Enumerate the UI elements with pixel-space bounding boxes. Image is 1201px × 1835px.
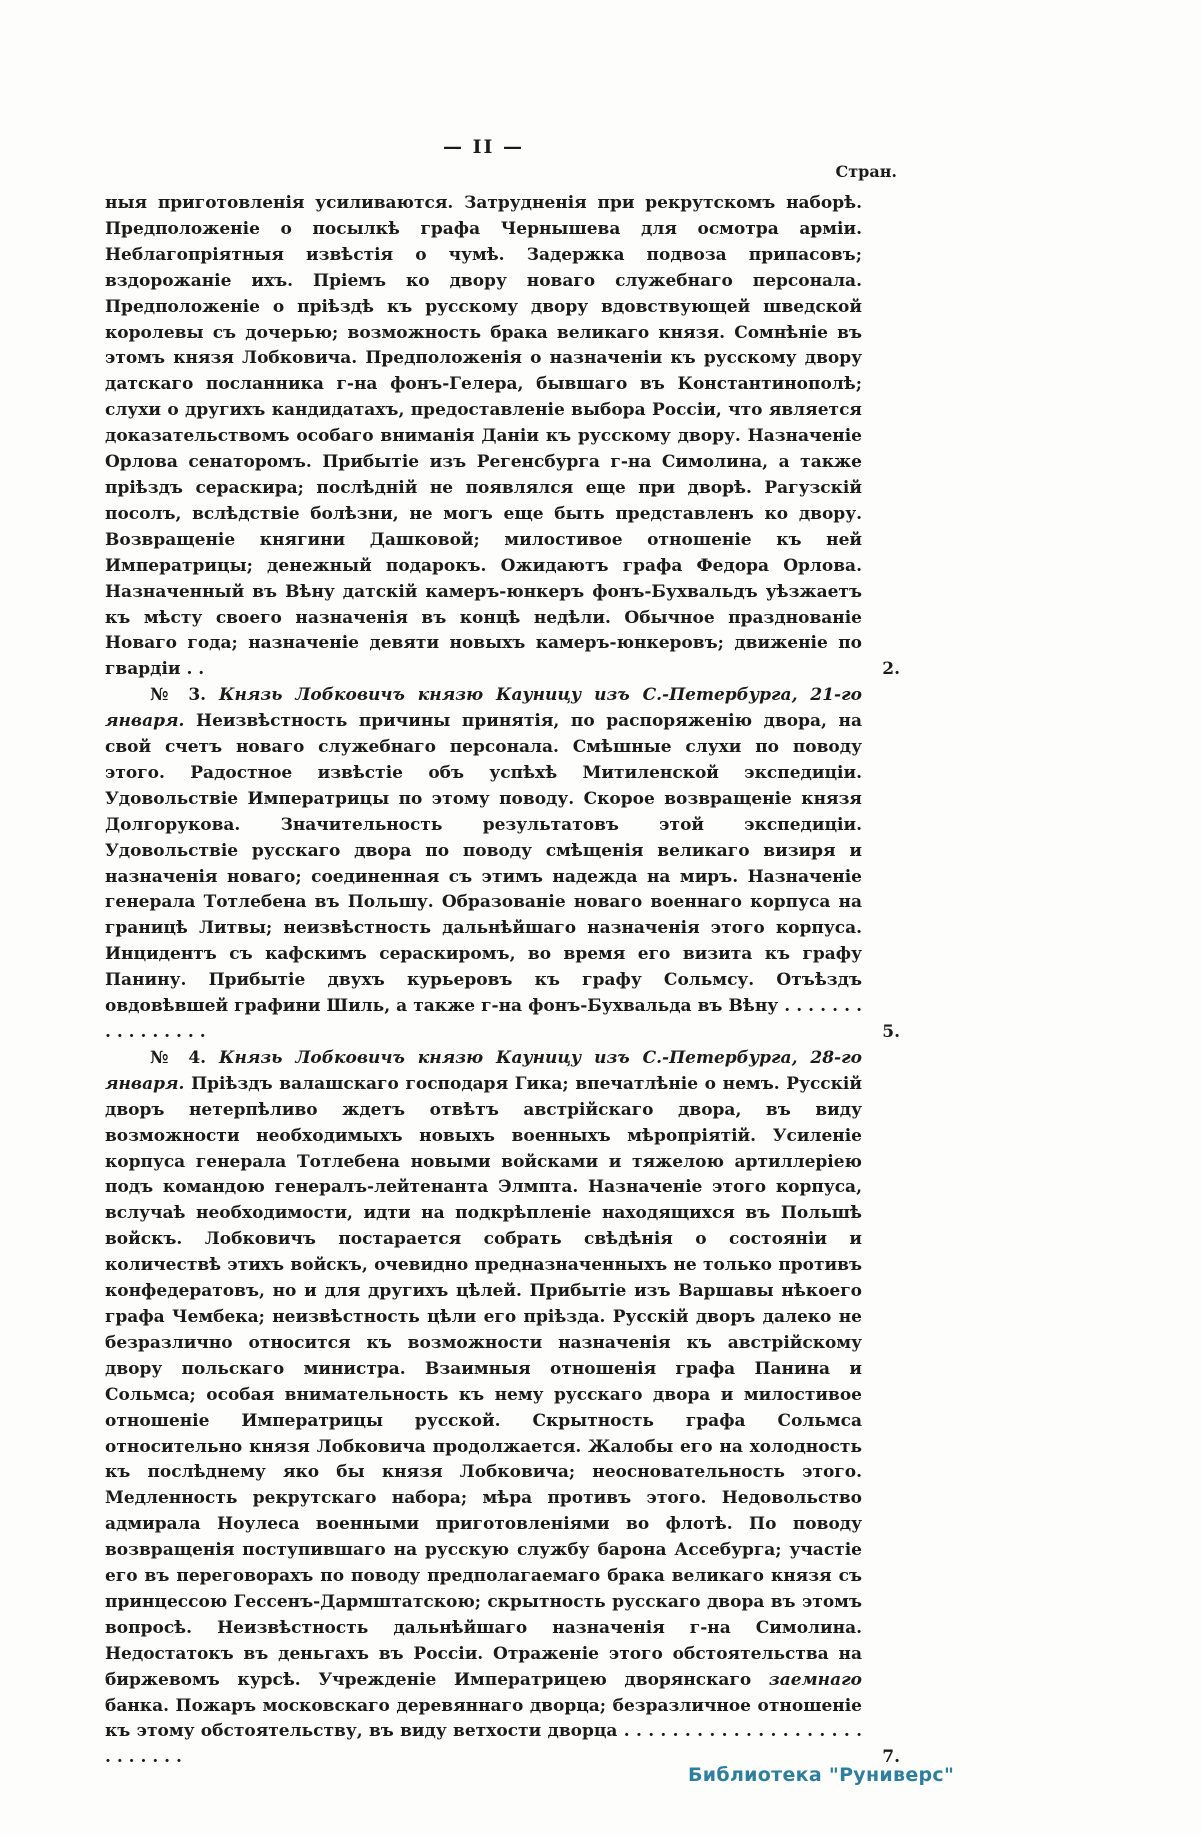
toc-entries <box>105 191 900 1771</box>
toc-entry <box>105 191 900 683</box>
page-column-header: Стран. <box>835 162 897 181</box>
toc-entry-text <box>105 1048 862 1767</box>
toc-entry-title-segment: заемнаго <box>768 1669 862 1690</box>
toc-entry-page-number: 5. <box>882 1022 900 1042</box>
toc-entry <box>105 1046 900 1771</box>
library-watermark: Библиотека "Руниверс" <box>688 1764 955 1786</box>
toc-entry-text-segment: банка. Пожаръ московскаго деревяннаго дворца; безразличное отношеніе къ этому обстоятельству, въ виду ветхости дворца . . . . . . . . . . . . . . . . . . . . . . . . . . . <box>105 1695 862 1768</box>
toc-entry-text-segment: № 3. <box>150 685 220 706</box>
toc-entry-text <box>105 193 862 679</box>
toc-entry-page-number: 7. <box>882 1747 900 1768</box>
toc-entry-title-segment: Князь Лобковичъ князю Кауницу изъ С.-Петербурга, 21-го января. <box>105 685 863 732</box>
toc-entry <box>105 683 900 1046</box>
toc-entry-text-segment: ныя приготовленія усиливаются. Затрудненія при рекрутскомъ наборѣ. Предположеніе о посылкѣ графа Чернышева для осмотра арміи. Неблагопріятныя извѣстія о чумѣ. Задержка подвоза припасовъ; вздорожаніе ихъ. Пріемъ ко двору новаго служебнаго персонала. Предположеніе о пріѣздѣ къ русскому двору вдовствующей шведской королевы съ дочерью; возможность брака великаго князя. Сомнѣніе въ этомъ князя Лобковича. Предположенія о назначеніи къ русскому двору датскаго посланника г-на фонъ-Гелера, бывшаго въ Константинополѣ; слухи о другихъ кандидатахъ, предоставленіе выбора Россіи, что является доказательствомъ особаго вниманія Даніи къ русскому двору. Назначеніе Орлова сенаторомъ. Прибытіе изъ Регенсбурга г-на Симолина, а также пріѣздъ сераскира; послѣдній не появлялся еще при дворѣ. Рагузскій посолъ, вслѣдствіе болѣзни, не могъ еще быть представленъ ко двору. Возвращеніе княгини Дашковой; милостивое отношеніе къ ней Императрицы; денежный подарокъ. Ожидаютъ графа Федора Орлова. Назначенный въ Вѣну датскій камеръ-юнкеръ фонъ-Бухвальдъ уѣзжаетъ къ мѣсту своего назначенія въ концѣ недѣли. Обычное празднованіе Новаго года; назначеніе девяти новыхъ камеръ-юнкеровъ; движеніе по гвардіи . . <box>105 193 862 680</box>
toc-entry-text <box>105 685 862 1042</box>
toc-entry-text-segment: Пріѣздъ валашскаго господаря Гика; впечатлѣніе о немъ. Русскій дворъ нетерпѣливо ждетъ отвѣтъ австрійскаго двора, въ виду возможности необходимыхъ новыхъ военныхъ мѣропріятій. Усиленіе корпуса генерала Тотлебена новыми войсками и тяжелою артиллеріею подъ командою генералъ-лейтенанта Элмпта. Назначеніе этого корпуса, вслучаѣ необходимости, идти на подкрѣпленіе находящихся въ Польшѣ войскъ. Лобковичъ постарается собрать свѣдѣнія о состояніи и количествѣ этихъ войскъ, очевидно предназначенныхъ не только противъ конфедератовъ, но и для другихъ цѣлей. Прибытіе изъ Варшавы нѣкоего графа Чембека; неизвѣстность цѣли его пріѣзда. Русскій дворъ далеко не безразлично относится къ возможности назначенія къ австрійскому двору польскаго министра. Взаимныя отношенія графа Панина и Сольмса; особая внимательность къ нему русскаго двора и милостивое отношеніе Императрицы русской. Скрытность графа Сольмса относительно князя Лобковича продолжается. Жалобы его на холодность къ послѣднему яко бы князя Лобковича; неосновательность этого. Медленность рекрутскаго набора; мѣра противъ этого. Недовольство адмирала Ноулеса военными приготовленіями во флотѣ. По поводу возвращенія поступившаго на русскую службу барона Ассебурга; участіе его въ переговорахъ по поводу предполагаемаго брака великаго князя съ принцессою Гессенъ-Дармштатскою; скрытность русскаго двора въ этомъ вопросѣ. Неизвѣстность дальнѣйшаго назначенія г-на Симолина. Недостатокъ въ деньгахъ въ Россіи. Отраженіе этого обстоятельства на биржевомъ курсѣ. Учрежденіе Императрицею дворянскаго <box>105 1073 862 1690</box>
toc-entry-text-segment: Неизвѣстность причины принятія, по распоряженію двора, на свой счетъ новаго служебнаго персонала. Смѣшные слухи по поводу этого. Радостное извѣстіе объ успѣхѣ Митиленской экспедиціи. Удовольствіе Императрицы по этому поводу. Скорое возвращеніе князя Долгорукова. Значительность результатовъ этой экспедиціи. Удовольствіе русскаго двора по поводу смѣщенія великаго визиря и назначенія новаго; соединенная съ этимъ надежда на миръ. Назначеніе генерала Тотлебена въ Польшу. Образованіе новаго военнаго корпуса на границѣ Литвы; неизвѣстность дальнѣйшаго назначенія этого корпуса. Инцидентъ съ кафскимъ сераскиромъ, во время его визита къ графу Панину. Прибытіе двухъ курьеровъ къ графу Сольмсу. Отъѣздъ овдовѣвшей графини Шиль, а также г-на фонъ-Бухвальда въ Вѣну . . . . . . . . . . . . . . . . <box>105 711 862 1042</box>
toc-entry-text-segment: № 4. <box>150 1047 220 1068</box>
toc-entry-page-number: 2. <box>882 659 900 680</box>
page-number-header: — II — <box>442 136 524 158</box>
toc-entry-title-segment: Князь Лобковичъ князю Кауницу изъ С.-Петербурга, 28-го января. <box>105 1047 863 1094</box>
